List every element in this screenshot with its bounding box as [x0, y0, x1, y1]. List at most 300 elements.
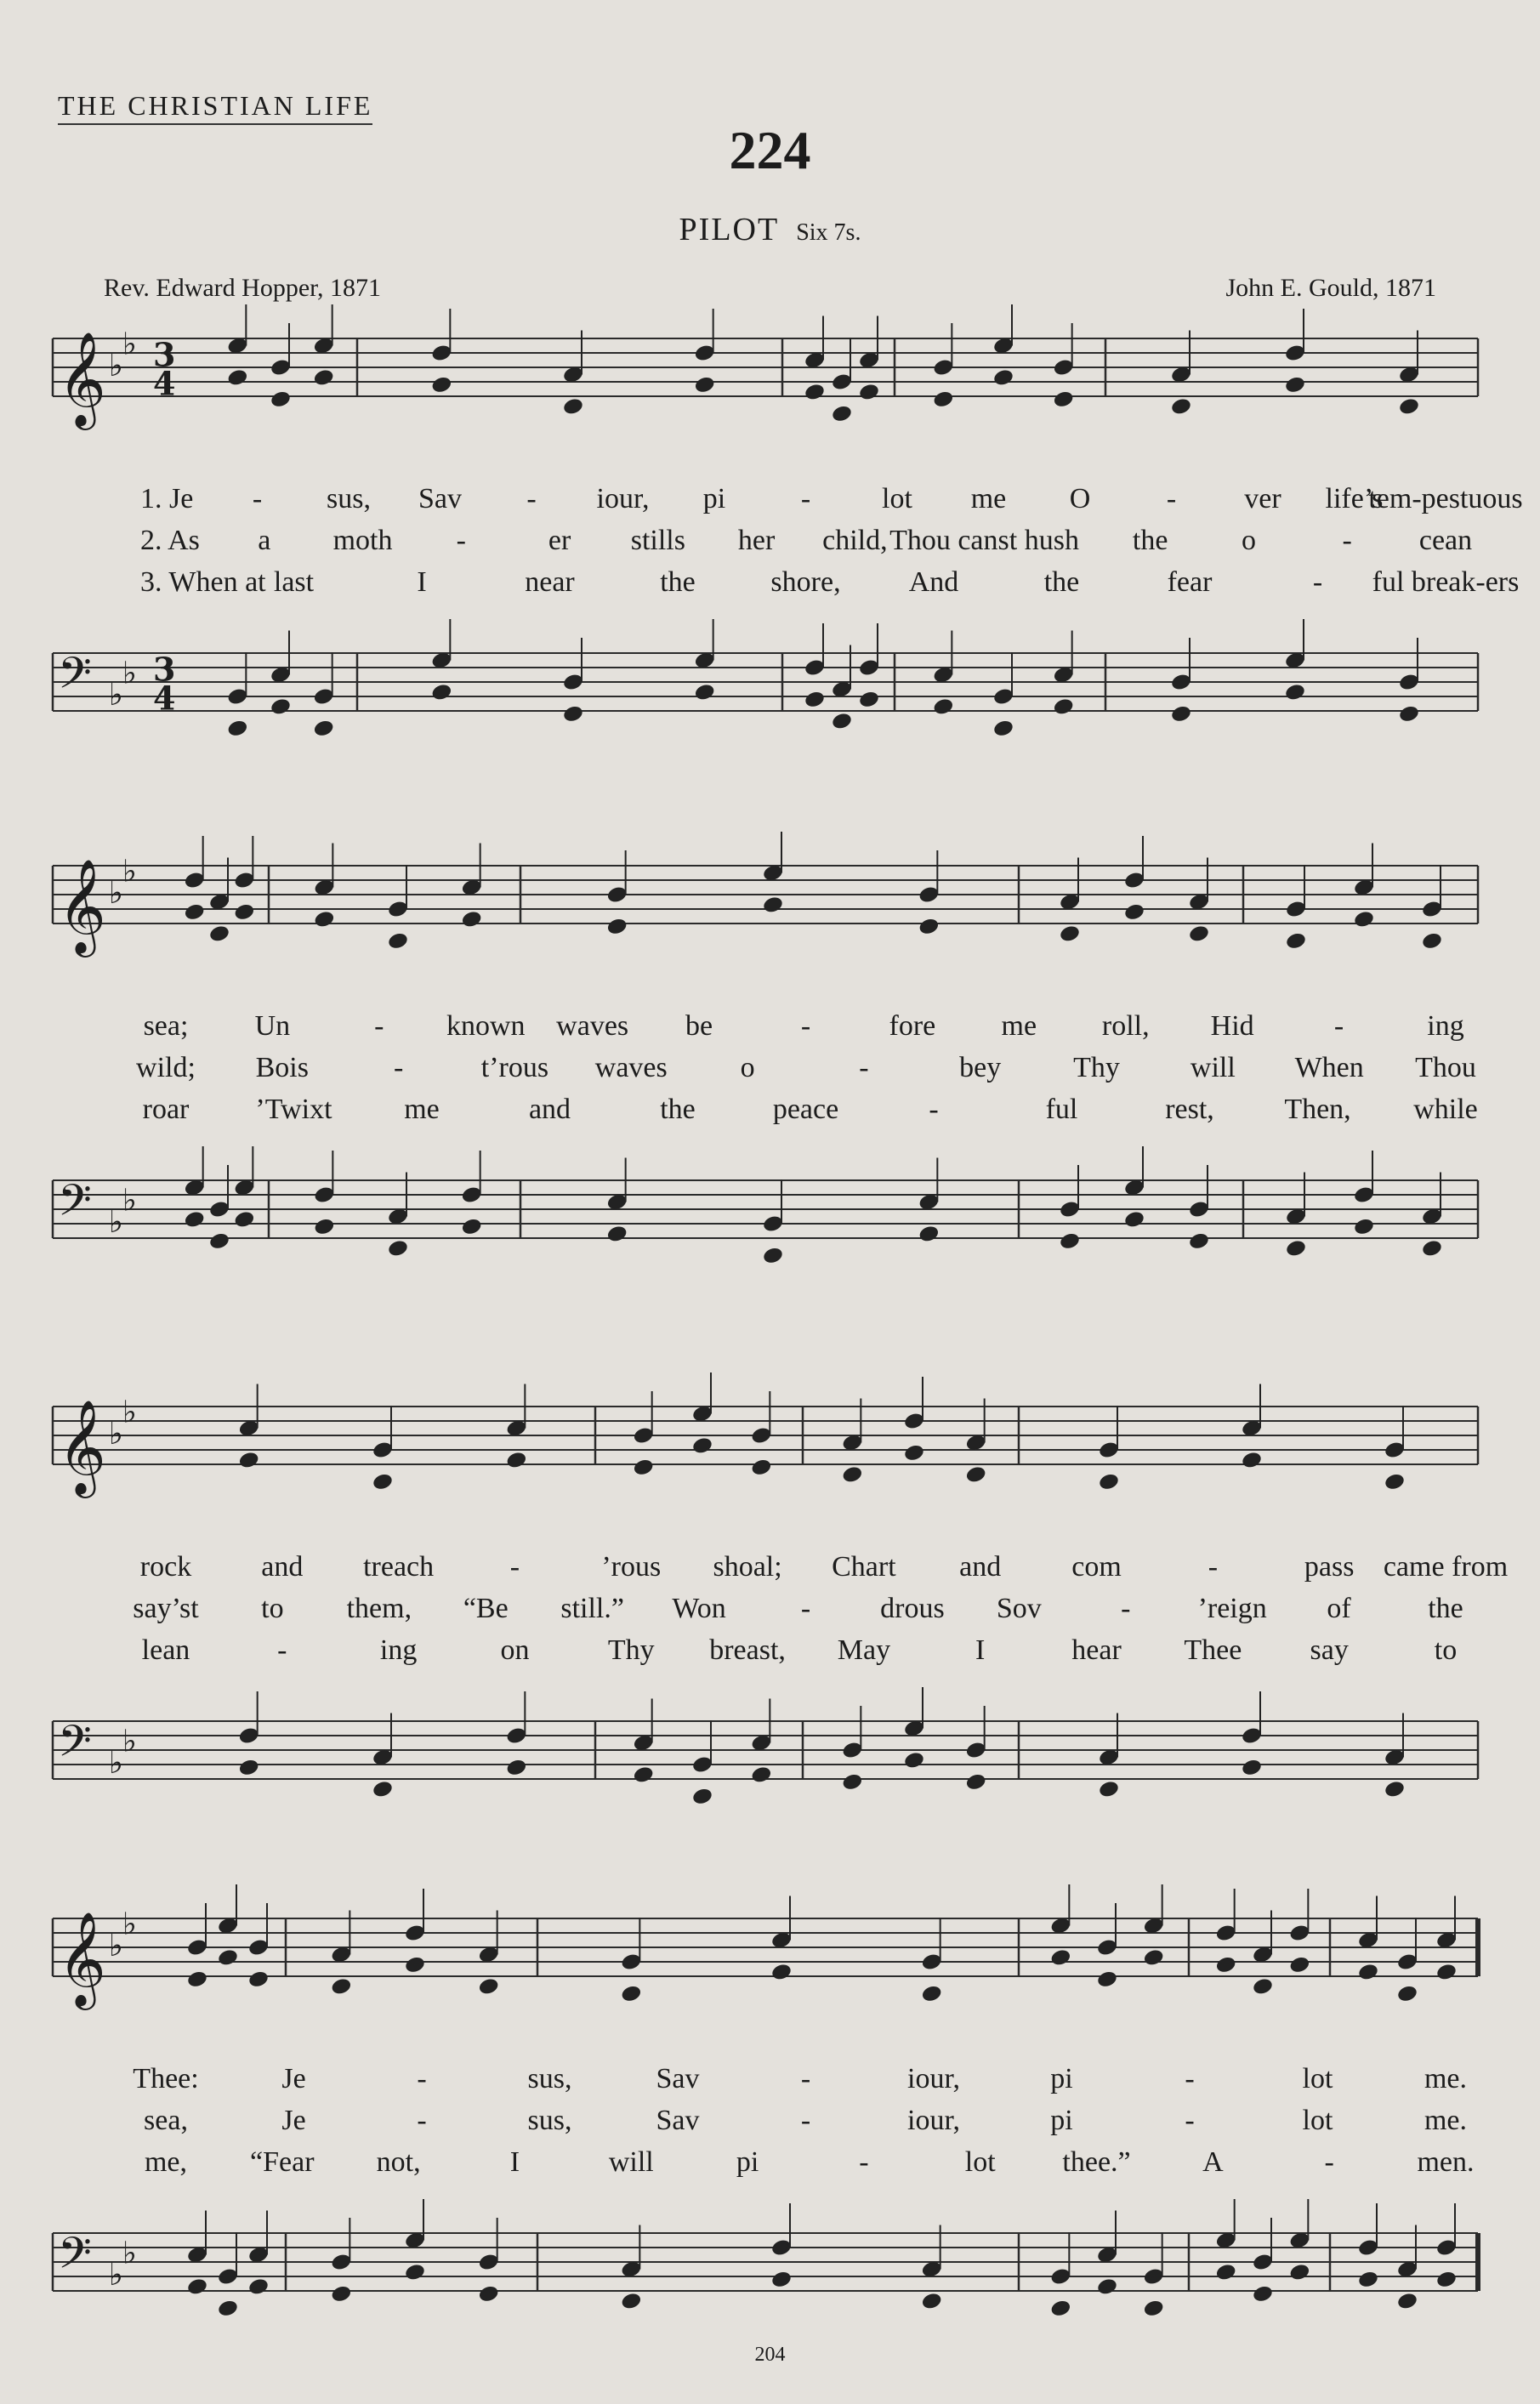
lyric-syllable: - — [800, 1010, 811, 1042]
note-head — [932, 697, 954, 717]
lyric-syllable: wild; — [136, 1052, 196, 1083]
lyric-syllable: last — [273, 566, 315, 598]
note-head — [831, 712, 853, 731]
verse-3-line — [0, 1094, 1540, 1134]
lyric-syllable: cean — [1418, 525, 1473, 556]
verse-2-line — [0, 525, 1540, 565]
note-head — [841, 1465, 863, 1485]
note-head — [1143, 2299, 1165, 2318]
lyric-syllable: - — [800, 483, 811, 514]
note-head — [1098, 1780, 1120, 1799]
note-head — [387, 1239, 409, 1259]
note-head — [233, 1210, 255, 1230]
lyric-syllable: to — [1434, 1634, 1458, 1666]
lyric-syllable: waves — [594, 1052, 668, 1083]
lyric-syllable: men. — [1417, 2146, 1475, 2178]
lyric-syllable: hush — [1024, 525, 1080, 556]
lyric-syllable: Thee — [1184, 1634, 1242, 1666]
note-head — [1353, 1217, 1375, 1236]
note-head — [1435, 2270, 1458, 2289]
note-head — [831, 404, 853, 423]
lyric-syllable: - — [1208, 1551, 1219, 1583]
lyric-syllable: 2. As — [140, 525, 200, 556]
note-head — [1170, 704, 1192, 724]
note-head — [750, 1458, 772, 1477]
lyric-syllable: Thy — [1073, 1052, 1120, 1083]
bass-clef-icon: 𝄢 — [58, 1174, 92, 1236]
lyric-syllable: Thy — [607, 1634, 655, 1666]
note-head — [762, 1246, 784, 1265]
verse-1-line — [0, 2063, 1540, 2104]
lyric-syllable: A — [1202, 2146, 1224, 2178]
verse-1-line — [0, 483, 1540, 524]
lyric-syllable: Thou — [1415, 1052, 1476, 1083]
note-head — [1049, 2299, 1071, 2318]
lyric-syllable: drous — [880, 1593, 945, 1624]
note-head — [1170, 397, 1192, 417]
lyric-syllable: while — [1413, 1094, 1478, 1125]
lyric-syllable: be — [685, 1010, 713, 1042]
lyric-syllable: ing — [1427, 1010, 1464, 1042]
note-head — [1059, 1231, 1081, 1251]
lyric-syllable: sus, — [327, 483, 371, 514]
note-head — [620, 2292, 642, 2311]
treble-clef-icon: 𝄞 — [58, 331, 106, 426]
lyric-syllable: me. — [1424, 2105, 1468, 2136]
lyric-syllable: - — [859, 2146, 869, 2178]
note-head — [1285, 1239, 1307, 1259]
note-head — [1284, 375, 1306, 395]
lyric-syllable: me, — [144, 2146, 188, 2178]
note-head — [1384, 1780, 1406, 1799]
lyric-syllable: t’rous — [480, 1052, 549, 1083]
note-head — [1421, 931, 1443, 951]
flat-icon: ♭ — [109, 1929, 123, 1964]
note-head — [461, 1217, 483, 1236]
note-head — [965, 1465, 987, 1485]
note-head — [1396, 2292, 1418, 2311]
lyric-syllable: child, — [822, 525, 888, 556]
lyric-syllable: pass — [1304, 1551, 1355, 1583]
lyric-syllable: ver — [1244, 483, 1281, 514]
flat-icon: ♭ — [122, 1395, 137, 1430]
lyric-syllable: the — [1043, 566, 1080, 598]
time-signature: 3 — [153, 335, 176, 374]
lyric-syllable: - — [252, 483, 263, 514]
lyric-syllable: me — [1001, 1010, 1037, 1042]
composer-credit: John E. Gould, 1871 — [1225, 274, 1436, 302]
lyric-syllable: Sav — [656, 2063, 700, 2094]
lyric-syllable: stills — [630, 525, 685, 556]
note-head — [478, 2284, 500, 2304]
note-head — [1396, 1984, 1418, 2003]
note-head — [903, 1443, 925, 1463]
bass-staff — [0, 1687, 1540, 1823]
bass-clef-icon: 𝄢 — [58, 647, 92, 709]
note-head — [1384, 1472, 1406, 1492]
note-head — [313, 719, 335, 738]
lyric-syllable: Sav — [656, 2105, 700, 2136]
note-head — [226, 719, 248, 738]
lyric-syllable: - — [509, 1551, 520, 1583]
lyric-syllable: 3. When at — [140, 566, 266, 598]
lyric-syllable: lot — [964, 2146, 996, 2178]
lyric-syllable: - — [1121, 1593, 1131, 1624]
note-head — [858, 383, 880, 402]
note-head — [804, 383, 826, 402]
note-head — [1188, 1231, 1210, 1251]
lyric-syllable: Je — [281, 2063, 306, 2094]
verse-1-line — [0, 1010, 1540, 1051]
verse-2-line — [0, 1593, 1540, 1634]
flat-icon: ♭ — [109, 1205, 123, 1240]
lyric-syllable: Sav — [418, 483, 462, 514]
lyric-syllable: fear — [1167, 566, 1213, 598]
hymn-number: 224 — [729, 120, 811, 180]
note-head — [247, 1969, 270, 1989]
note-head — [1252, 1977, 1274, 1997]
lyric-syllable: lot — [1302, 2105, 1333, 2136]
flat-icon: ♭ — [122, 1907, 137, 1942]
note-head — [965, 1772, 987, 1792]
time-signature: 4 — [153, 679, 176, 718]
lyric-syllable: and — [261, 1551, 304, 1583]
lyric-syllable: the — [1132, 525, 1168, 556]
treble-clef-icon: 𝄞 — [58, 1399, 106, 1494]
note-head — [691, 1787, 713, 1806]
note-head — [387, 931, 409, 951]
treble-staff — [0, 1884, 1540, 2020]
lyric-syllable: sea, — [144, 2105, 188, 2136]
note-head — [233, 902, 255, 922]
lyric-syllable: ’reign — [1197, 1593, 1267, 1624]
note-head — [1049, 1948, 1071, 1968]
lyric-syllable: - — [1324, 2146, 1334, 2178]
lyric-syllable: And — [908, 566, 959, 598]
lyric-syllable: ful break-ers — [1372, 566, 1520, 598]
note-head — [804, 690, 826, 709]
note-head — [762, 895, 784, 915]
lyric-syllable: sus, — [527, 2063, 572, 2094]
lyric-syllable: shoal; — [713, 1551, 782, 1583]
treble-staff — [0, 304, 1540, 440]
lyric-syllable: - — [1185, 2105, 1195, 2136]
note-head — [992, 368, 1014, 388]
lyric-syllable: - — [1166, 483, 1177, 514]
lyric-syllable: ’rous — [601, 1551, 662, 1583]
lyric-syllable: pi — [736, 2146, 759, 2178]
bass-staff — [0, 2199, 1540, 2335]
lyric-syllable: of — [1327, 1593, 1351, 1624]
verse-1-line — [0, 1551, 1540, 1592]
lyric-syllable: rest, — [1165, 1094, 1214, 1125]
note-head — [313, 368, 335, 388]
note-head — [1288, 2263, 1310, 2282]
note-head — [1053, 697, 1075, 717]
time-signature: 4 — [153, 364, 176, 403]
lyric-syllable: - — [800, 1593, 811, 1624]
flat-icon: ♭ — [122, 1724, 137, 1759]
note-head — [313, 1217, 335, 1236]
meter: Six 7s. — [796, 219, 861, 246]
note-head — [694, 375, 716, 395]
lyric-syllable: me. — [1424, 2063, 1468, 2094]
note-head — [1435, 1963, 1458, 1982]
note-head — [1188, 924, 1210, 944]
note-head — [461, 910, 483, 929]
lyric-syllable: on — [500, 1634, 530, 1666]
note-head — [1285, 931, 1307, 951]
lyric-syllable: May — [837, 1634, 891, 1666]
note-head — [1353, 910, 1375, 929]
lyric-syllable: and — [528, 1094, 571, 1125]
lyric-syllable: O — [1069, 483, 1091, 514]
verse-3-line — [0, 566, 1540, 607]
lyric-syllable: the — [660, 1094, 696, 1125]
flat-icon: ♭ — [109, 1417, 123, 1452]
verse-3-line — [0, 1634, 1540, 1675]
lyric-syllable: Sov — [996, 1593, 1042, 1624]
lyric-syllable: - — [1312, 566, 1323, 598]
lyric-syllable: Je — [281, 2105, 306, 2136]
lyric-syllable: - — [1185, 2063, 1195, 2094]
note-head — [633, 1458, 655, 1477]
note-head — [208, 924, 230, 944]
lyric-syllable: - — [800, 2063, 811, 2094]
note-head — [921, 2292, 943, 2311]
flat-icon: ♭ — [122, 327, 137, 362]
note-head — [1215, 2263, 1237, 2282]
note-head — [1252, 2284, 1274, 2304]
note-head — [770, 1963, 793, 1982]
note-head — [247, 2277, 270, 2297]
lyric-syllable: - — [800, 2105, 811, 2136]
note-head — [562, 397, 584, 417]
note-head — [918, 917, 940, 936]
note-head — [932, 389, 954, 409]
lyric-syllable: waves — [556, 1010, 629, 1042]
lyric-syllable: - — [374, 1010, 384, 1042]
lyric-syllable: to — [261, 1593, 284, 1624]
lyric-syllable: peace — [772, 1094, 839, 1125]
lyric-syllable: o — [1241, 525, 1256, 556]
note-head — [208, 1231, 230, 1251]
lyric-syllable: ing — [379, 1634, 418, 1666]
lyric-syllable: pi — [1050, 2105, 1073, 2136]
lyric-syllable: - — [859, 1052, 869, 1083]
flat-icon: ♭ — [109, 2258, 123, 2293]
verse-2-line — [0, 1052, 1540, 1093]
note-head — [1123, 902, 1145, 922]
note-head — [372, 1472, 394, 1492]
lyric-syllable: - — [417, 2063, 427, 2094]
lyric-syllable: shore, — [770, 566, 841, 598]
lyric-syllable: her — [737, 525, 776, 556]
lyric-syllable: sea; — [143, 1010, 189, 1042]
lyric-syllable: “Fear — [250, 2146, 315, 2178]
lyric-syllable: Thou canst — [889, 525, 1018, 556]
lyric-syllable: tem-pestuous — [1368, 483, 1523, 514]
note-head — [217, 1948, 239, 1968]
lyric-syllable: “Be — [463, 1593, 509, 1624]
lyric-syllable: the — [660, 566, 696, 598]
note-head — [330, 2284, 352, 2304]
note-head — [903, 1751, 925, 1770]
lyric-syllable: roar — [142, 1094, 190, 1125]
note-head — [1241, 1758, 1263, 1777]
note-head — [1284, 683, 1306, 702]
note-head — [270, 389, 292, 409]
lyric-syllable: rock — [139, 1551, 192, 1583]
lyric-syllable: say — [1310, 1634, 1349, 1666]
lyric-syllable: bey — [959, 1052, 1002, 1083]
note-head — [1123, 1210, 1145, 1230]
note-head — [1357, 2270, 1379, 2289]
page-number: 204 — [754, 2344, 786, 2366]
lyric-syllable: hear — [1071, 1634, 1122, 1666]
lyric-syllable: - — [456, 525, 466, 556]
flat-icon: ♭ — [122, 1183, 137, 1219]
note-head — [750, 1765, 772, 1785]
note-head — [633, 1765, 655, 1785]
bass-clef-icon: 𝄢 — [58, 1715, 92, 1777]
note-head — [1215, 1955, 1237, 1975]
lyric-syllable: I — [417, 566, 427, 598]
bass-clef-icon: 𝄢 — [58, 2227, 92, 2289]
lyric-syllable: er — [548, 525, 571, 556]
lyric-syllable: I — [509, 2146, 520, 2178]
tune-line — [0, 211, 1540, 248]
lyric-syllable: fore — [889, 1010, 936, 1042]
lyric-syllable: breast, — [709, 1634, 786, 1666]
lyric-syllable: - — [277, 1634, 287, 1666]
lyric-syllable: life’s — [1325, 483, 1384, 514]
note-head — [1398, 704, 1420, 724]
section-header: THE CHRISTIAN LIFE — [58, 90, 372, 125]
note-head — [478, 1977, 500, 1997]
note-head — [270, 697, 292, 717]
note-head — [404, 1955, 426, 1975]
note-head — [1096, 1969, 1118, 1989]
lyric-syllable: iour, — [596, 483, 650, 514]
lyric-syllable: ful — [1045, 1094, 1078, 1125]
note-head — [184, 1210, 206, 1230]
lyric-syllable: - — [417, 2105, 427, 2136]
note-head — [430, 683, 452, 702]
verse-2-line — [0, 2105, 1540, 2145]
note-head — [430, 375, 452, 395]
flat-icon: ♭ — [109, 876, 123, 911]
note-head — [1059, 924, 1081, 944]
lyric-syllable: - — [393, 1052, 404, 1083]
note-head — [770, 2270, 793, 2289]
treble-staff — [0, 1372, 1540, 1509]
lyric-syllable: lean — [141, 1634, 190, 1666]
lyric-syllable: pi — [1050, 2063, 1073, 2094]
lyric-syllable: thee.” — [1062, 2146, 1131, 2178]
lyric-syllable: iour, — [907, 2105, 960, 2136]
lyric-syllable: 1. Je — [140, 483, 194, 514]
lyric-syllable: them, — [346, 1593, 412, 1624]
note-head — [186, 2277, 208, 2297]
lyric-syllable: Then, — [1284, 1094, 1351, 1125]
lyric-syllable: treach — [363, 1551, 435, 1583]
lyric-syllable: known — [446, 1010, 526, 1042]
lyric-syllable: iour, — [907, 2063, 960, 2094]
note-head — [918, 1225, 940, 1244]
note-head — [1053, 389, 1075, 409]
lyric-syllable: pi — [702, 483, 726, 514]
note-head — [1288, 1955, 1310, 1975]
note-head — [694, 683, 716, 702]
note-head — [691, 1436, 713, 1456]
lyric-syllable: - — [929, 1094, 939, 1125]
lyric-syllable: I — [975, 1634, 986, 1666]
lyric-syllable: o — [740, 1052, 755, 1083]
lyric-syllable: me — [404, 1094, 440, 1125]
lyric-syllable: will — [608, 2146, 654, 2178]
note-head — [1398, 397, 1420, 417]
note-head — [858, 690, 880, 709]
lyric-syllable: came from — [1383, 1551, 1509, 1583]
lyric-syllable: roll, — [1101, 1010, 1150, 1042]
author-credit: Rev. Edward Hopper, 1871 — [104, 274, 381, 302]
note-head — [606, 1225, 628, 1244]
note-head — [841, 1772, 863, 1792]
flat-icon: ♭ — [109, 1746, 123, 1781]
note-head — [226, 368, 248, 388]
lyric-syllable: Hid — [1210, 1010, 1254, 1042]
note-head — [217, 2299, 239, 2318]
treble-clef-icon: 𝄞 — [58, 858, 106, 953]
lyric-syllable: When — [1294, 1052, 1364, 1083]
note-head — [1098, 1472, 1120, 1492]
note-head — [606, 917, 628, 936]
verse-3-line — [0, 2146, 1540, 2187]
flat-icon: ♭ — [109, 349, 123, 384]
flat-icon: ♭ — [122, 656, 137, 691]
lyric-syllable: will — [1190, 1052, 1236, 1083]
note-head — [620, 1984, 642, 2003]
lyric-syllable: Chart — [832, 1551, 896, 1583]
lyric-syllable: moth — [332, 525, 393, 556]
lyric-syllable: - — [1333, 1010, 1344, 1042]
note-head — [238, 1451, 260, 1470]
lyric-syllable: ’Twixt — [255, 1094, 332, 1125]
lyric-syllable: and — [959, 1551, 1002, 1583]
lyric-syllable: lot — [1302, 2063, 1333, 2094]
lyric-syllable: - — [1342, 525, 1352, 556]
note-head — [1421, 1239, 1443, 1259]
note-head — [505, 1758, 527, 1777]
treble-clef-icon: 𝄞 — [58, 1911, 106, 2006]
note-head — [372, 1780, 394, 1799]
lyric-syllable: the — [1428, 1593, 1463, 1624]
note-head — [330, 1977, 352, 1997]
lyric-syllable: Won — [672, 1593, 726, 1624]
lyric-syllable: Un — [254, 1010, 291, 1042]
note-head — [1096, 2277, 1118, 2297]
note-head — [1241, 1451, 1263, 1470]
lyric-syllable: me — [970, 483, 1007, 514]
note-head — [921, 1984, 943, 2003]
flat-icon: ♭ — [122, 2236, 137, 2271]
lyric-syllable: a — [258, 525, 271, 556]
lyric-syllable: lot — [882, 483, 912, 514]
note-head — [1143, 1948, 1165, 1968]
note-head — [1357, 1963, 1379, 1982]
lyric-syllable: sus, — [527, 2105, 572, 2136]
